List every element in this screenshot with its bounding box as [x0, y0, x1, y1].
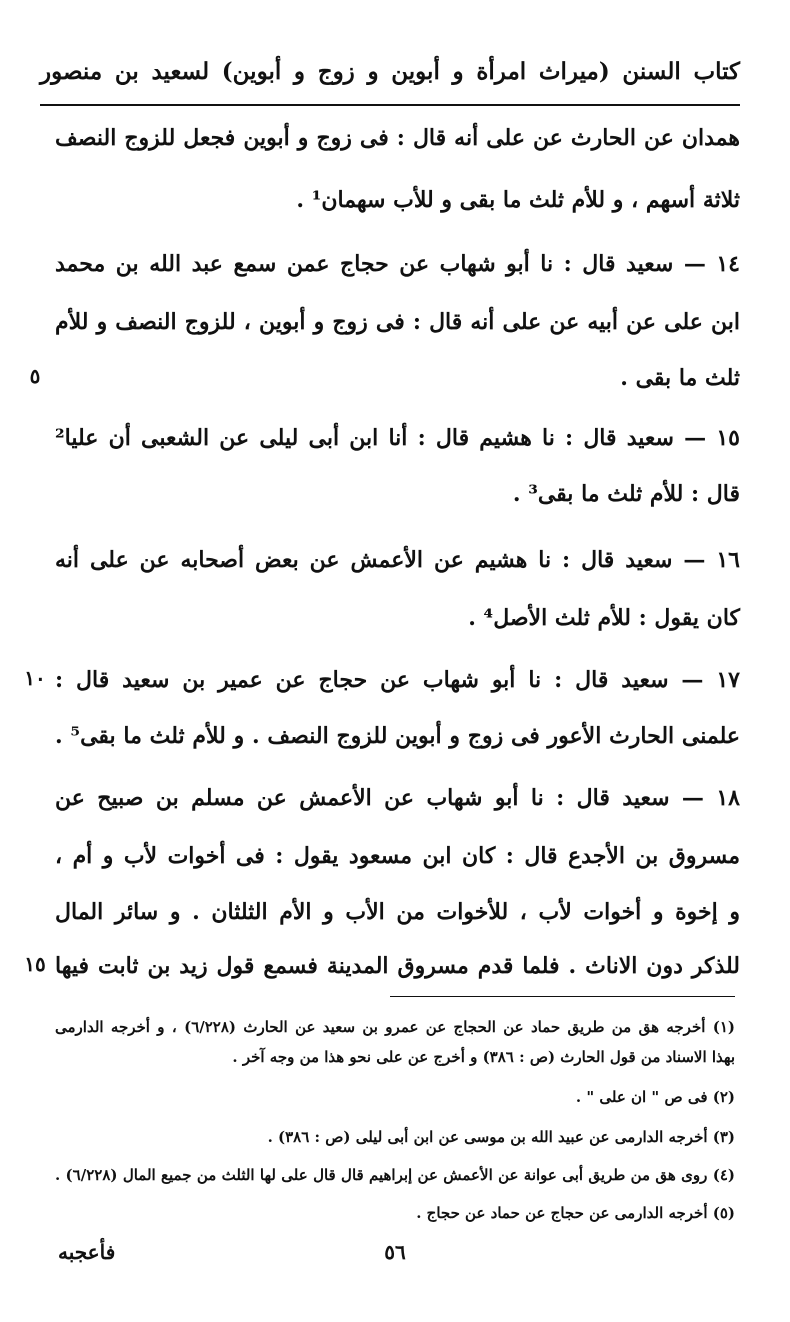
text-line: كان يقول : للأم ثلث الأصل⁴ .	[468, 605, 740, 631]
running-header: كتاب السنن (ميراث امرأة و أبوين و زوج و أبوين) لسعيد بن منصور	[40, 58, 740, 85]
text-line: ١٤ — سعيد قال : نا أبو شهاب عن حجاج عمن سمع عبد الله بن محمد	[55, 251, 740, 277]
line-number-5: ٥	[29, 364, 41, 388]
footnote-line: (١) أخرجه هق من طريق حماد عن الحجاج عن عمرو بن سعيد عن الحارث (٦/٢٢٨) ، و أخرجه الدارمى	[55, 1018, 736, 1036]
footnote-line: (٥) أخرجه الدارمى عن حجاج عن حماد عن حجاج .	[416, 1204, 735, 1222]
text-line: علمنى الحارث الأعور فى زوج و أبوين للزوج النصف . و للأم ثلث ما بقى⁵ .	[55, 723, 740, 749]
footnote-rule	[390, 996, 735, 997]
text-line: قال : للأم ثلث ما بقى³ .	[512, 481, 740, 507]
text-line: همدان عن الحارث عن على أنه قال : فى زوج و أبوين فجعل للزوج النصف	[55, 125, 740, 151]
footnote-line: (٣) أخرجه الدارمى عن عبيد الله بن موسى عن ابن أبى ليلى (ص : ٣٨٦) .	[267, 1128, 735, 1146]
text-line: مسروق بن الأجدع قال : كان ابن مسعود يقول : فى أخوات لأب و أم ،	[55, 843, 740, 869]
footnote-line: بهذا الاسناد من قول الحارث (ص : ٣٨٦) و أخرج عن على نحو هذا من وجه آخر .	[232, 1048, 735, 1066]
footnote-line: (٢) فى ص " ان على " .	[575, 1088, 735, 1106]
text-line: ١٦ — سعيد قال : نا هشيم عن الأعمش عن بعض أصحابه عن على أنه	[55, 547, 740, 573]
text-line: ثلاثة أسهم ، و للأم ثلث ما بقى و للأب سهمان¹ .	[296, 187, 740, 213]
text-line: ابن على عن أبيه عن على أنه قال : فى زوج و أبوين ، للزوج النصف و للأم	[55, 309, 740, 335]
text-line: للذكر دون الاناث . فلما قدم مسروق المدينة فسمع قول زيد بن ثابت فيها	[55, 953, 740, 979]
text-line: و إخوة و أخوات لأب ، للأخوات من الأب و الأم الثلثان . و سائر المال	[55, 899, 740, 925]
footnote-line: (٤) روى هق من طريق أبى عوانة عن الأعمش عن إبراهيم قال قال على لها الثلث من جميع المال (٦/٢٢٨) .	[55, 1166, 735, 1184]
line-number-15: ١٥	[24, 952, 46, 976]
catchword: فأعجبه	[58, 1240, 116, 1264]
page-number: ٥٦	[384, 1240, 406, 1264]
text-line: ثلث ما بقى .	[620, 365, 740, 391]
text-line: ١٧ — سعيد قال : نا أبو شهاب عن حجاج عن عمير بن سعيد قال :	[55, 667, 740, 693]
text-line: ١٥ — سعيد قال : نا هشيم قال : أنا ابن أبى ليلى عن الشعبى أن عليا²	[55, 425, 740, 451]
header-rule	[40, 104, 740, 106]
line-number-10: ١٠	[24, 666, 46, 690]
text-line: ١٨ — سعيد قال : نا أبو شهاب عن الأعمش عن مسلم بن صبيح عن	[55, 785, 740, 811]
